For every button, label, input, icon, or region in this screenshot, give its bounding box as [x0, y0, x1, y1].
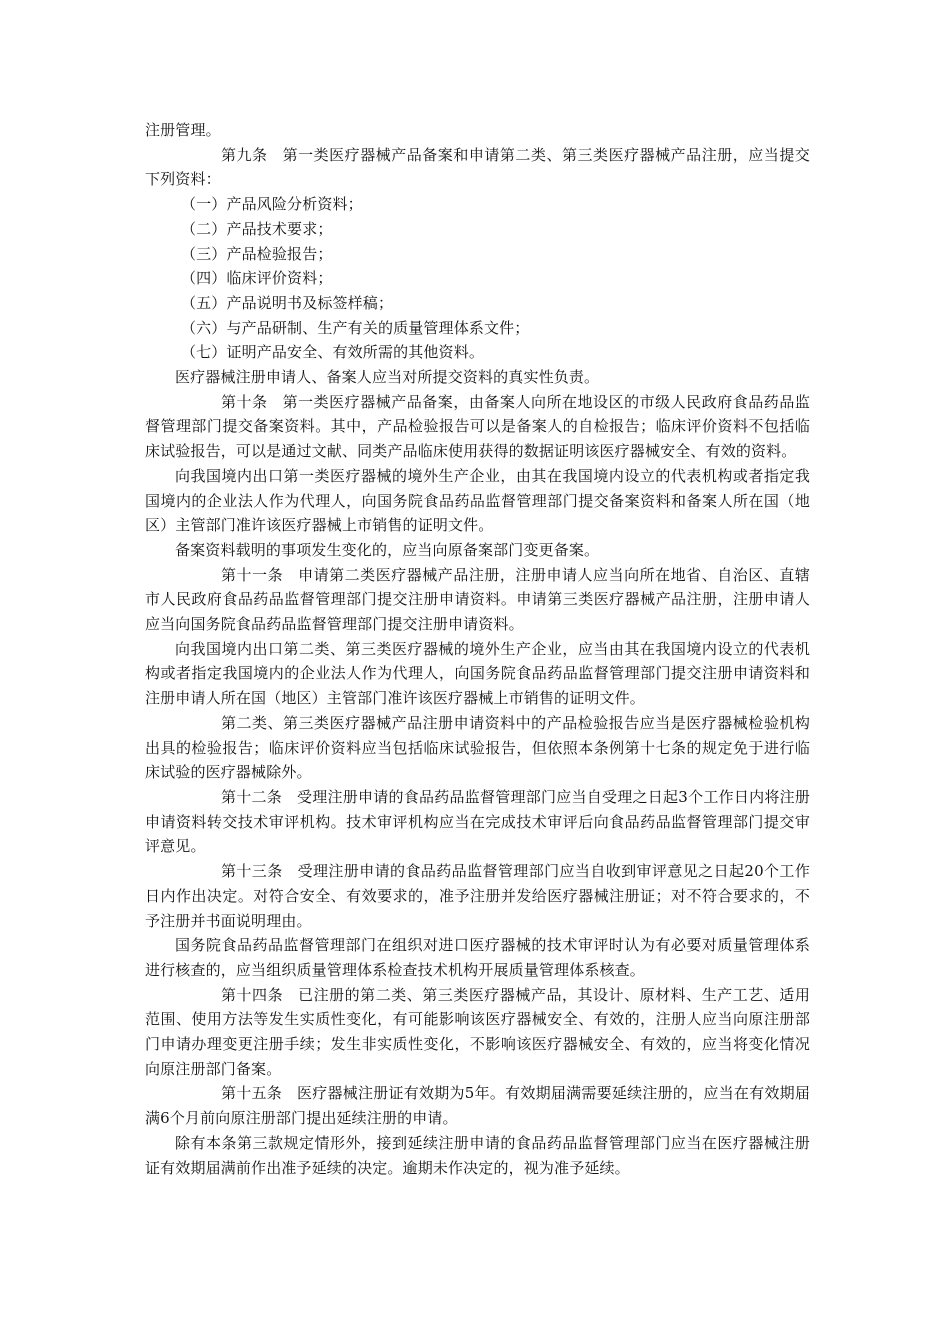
article-9: 第九条 第一类医疗器械产品备案和申请第二类、第三类医疗器械产品注册，应当提交下列资料： [145, 145, 810, 189]
article-heading: 第十二条 [221, 787, 283, 806]
paragraph: 除有本条第三款规定情形外，接到延续注册申请的食品药品监督管理部门应当在医疗器械注册证有效期届满前作出准予延续的决定。逾期未作决定的，视为准予延续。 [145, 1133, 810, 1177]
paragraph: 医疗器械注册申请人、备案人应当对所提交资料的真实性负责。 [175, 368, 600, 387]
article-heading: 第十一条 [221, 565, 284, 584]
article-heading: 第十三条 [221, 862, 283, 881]
list-item: （四）临床评价资料； [181, 269, 333, 288]
list-item: （三）产品检验报告； [181, 244, 333, 263]
article-heading: 第十四条 [221, 985, 284, 1004]
paragraph: 注册管理。 [145, 121, 221, 139]
article-14: 第十四条 已注册的第二类、第三类医疗器械产品，其设计、原材料、生产工艺、适用范围、使用方法等发生实质性变化，有可能影响该医疗器械安全、有效的，注册人应当向原注册部门申请办理变更注册手续；发生非实质性变化，不影响该医疗器械安全、有效的，应当将变化情况向原注册部门备案。 [145, 985, 810, 1078]
article-heading: 第九条 [221, 145, 268, 164]
paragraph: 备案资料载明的事项发生变化的，应当向原备案部门变更备案。 [175, 540, 600, 559]
article-10: 第十条 第一类医疗器械产品备案，由备案人向所在地设区的市级人民政府食品药品监督管理部门提交备案资料。其中，产品检验报告可以是备案人的自检报告；临床评价资料不包括临床试验报告，可以是通过文献、同类产品临床使用获得的数据证明该医疗器械安全、有效的资料。 [145, 392, 810, 461]
list-item: （六）与产品研制、生产有关的质量管理体系文件； [181, 318, 530, 337]
paragraph: 向我国境内出口第二类、第三类医疗器械的境外生产企业，应当由其在我国境内设立的代表机构或者指定我国境内的企业法人作为代理人，向国务院食品药品监督管理部门提交注册申请资料和注册申请人所在国（地区）主管部门准许该医疗器械上市销售的证明文件。 [145, 639, 810, 708]
article-15: 第十五条 医疗器械注册证有效期为5年。有效期届满需要延续注册的，应当在有效期届满6个月前向原注册部门提出延续注册的申请。 [145, 1084, 810, 1128]
article-12: 第十二条 受理注册申请的食品药品监督管理部门应当自受理之日起3个工作日内将注册申请资料转交技术审评机构。技术审评机构应当在完成技术审评后向食品药品监督管理部门提交审评意见。 [145, 787, 810, 856]
list-item: （二）产品技术要求； [181, 219, 333, 238]
paragraph: 第二类、第三类医疗器械产品注册申请资料中的产品检验报告应当是医疗器械检验机构出具的检验报告；临床评价资料应当包括临床试验报告，但依照本条例第十七条的规定免于进行临床试验的医疗器械除外。 [145, 713, 810, 782]
paragraph: 向我国境内出口第一类医疗器械的境外生产企业，由其在我国境内设立的代表机构或者指定我国境内的企业法人作为代理人，向国务院食品药品监督管理部门提交备案资料和备案人所在国（地区）主管部门准许该医疗器械上市销售的证明文件。 [145, 466, 810, 535]
list-item: （七）证明产品安全、有效所需的其他资料。 [181, 343, 485, 362]
article-heading: 第十五条 [221, 1084, 283, 1103]
article-heading: 第十条 [221, 392, 268, 411]
article-11: 第十一条 申请第二类医疗器械产品注册，注册申请人应当向所在地省、自治区、直辖市人民政府食品药品监督管理部门提交注册申请资料。申请第三类医疗器械产品注册，注册申请人应当向国务院食品药品监督管理部门提交注册申请资料。 [145, 565, 810, 634]
document-page [145, 118, 810, 1180]
article-13: 第十三条 受理注册申请的食品药品监督管理部门应当自收到审评意见之日起20个工作日内作出决定。对符合安全、有效要求的，准予注册并发给医疗器械注册证；对不符合要求的，不予注册并书面说明理由。 [145, 862, 810, 930]
list-item: （一）产品风险分析资料； [181, 195, 363, 214]
list-item: （五）产品说明书及标签样稿； [181, 293, 394, 312]
paragraph: 国务院食品药品监督管理部门在组织对进口医疗器械的技术审评时认为有必要对质量管理体系进行核查的，应当组织质量管理体系检查技术机构开展质量管理体系核查。 [145, 936, 810, 979]
